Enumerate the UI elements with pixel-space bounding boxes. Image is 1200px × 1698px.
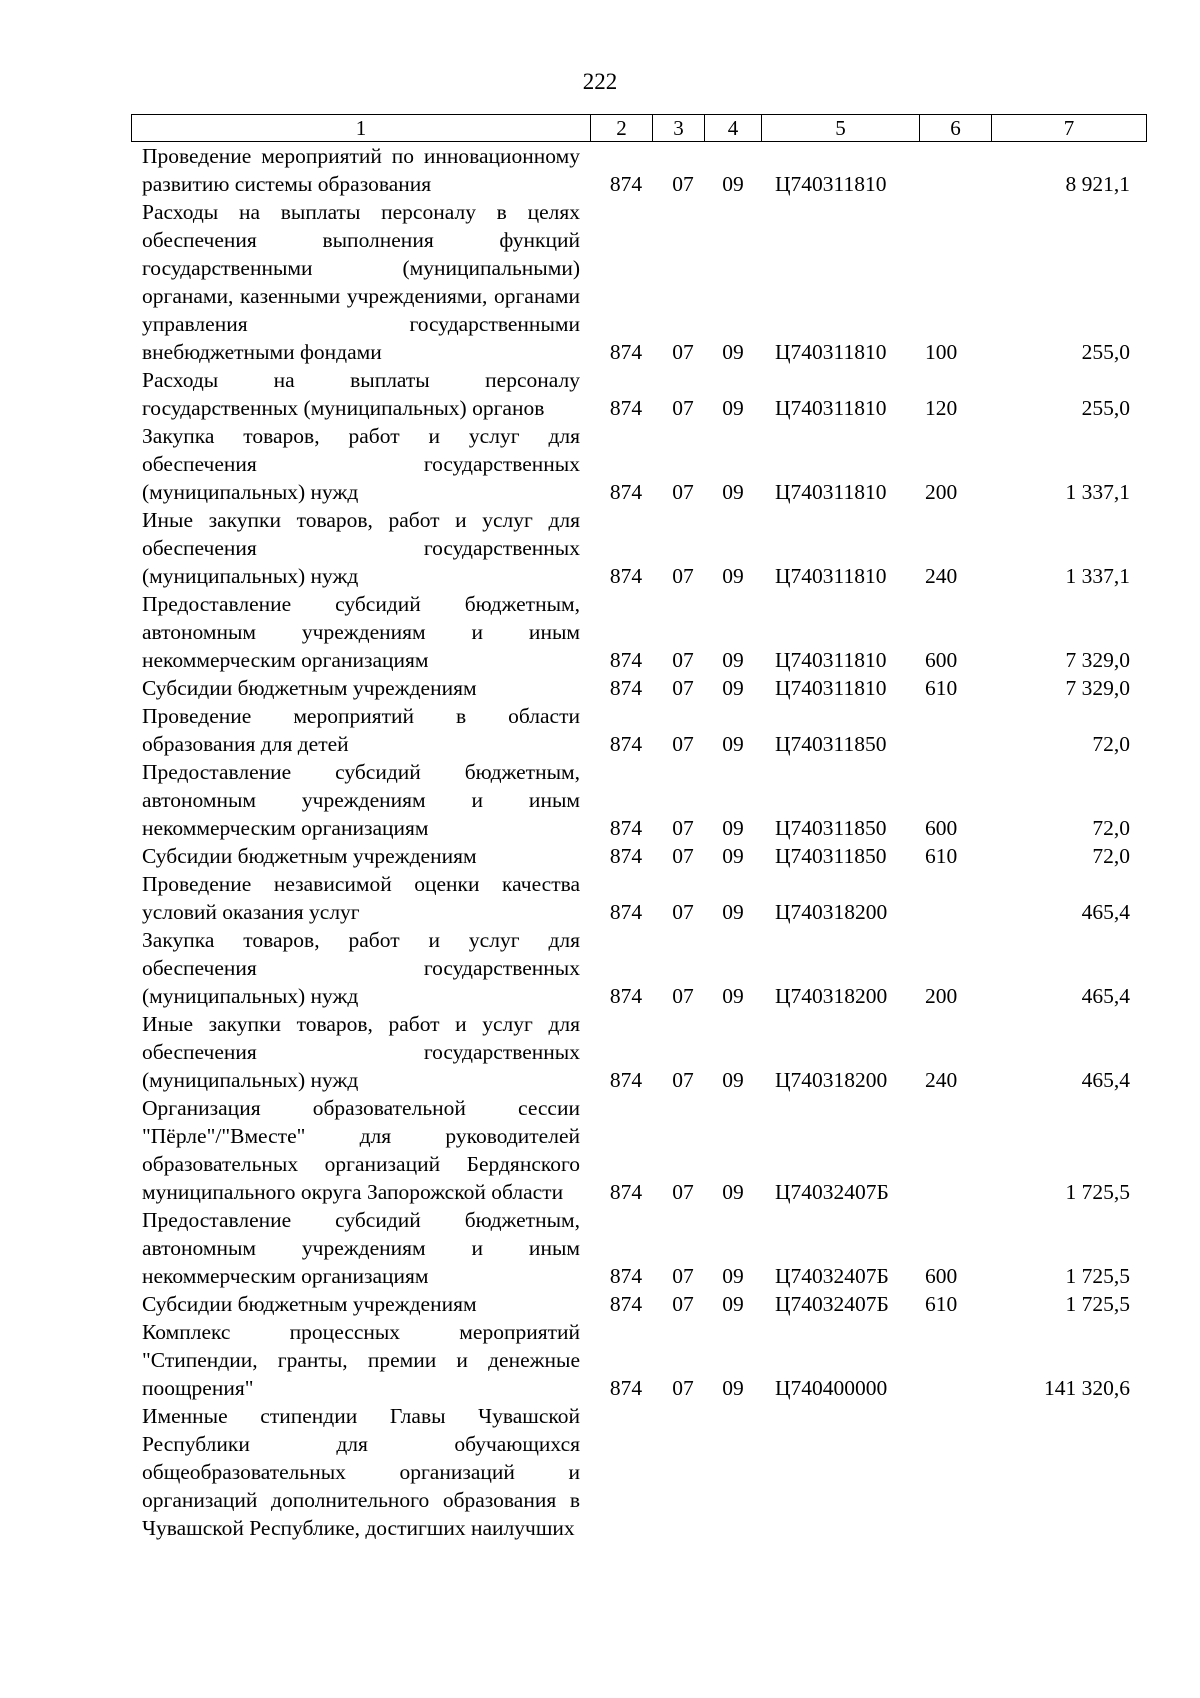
row-csr: Ц740311810 (775, 564, 887, 588)
row-pr: 09 (722, 676, 744, 700)
row-pr: 09 (722, 900, 744, 924)
table-row (0, 926, 1200, 1010)
row-sum: 465,4 (1081, 900, 1130, 924)
row-pr: 09 (722, 564, 744, 588)
row-rz: 07 (672, 676, 694, 700)
row-sum: 1 725,5 (1065, 1180, 1130, 1204)
column-header-6: 6 (920, 115, 992, 142)
row-csr: Ц740311850 (775, 816, 887, 840)
row-gr: 874 (609, 648, 643, 672)
row-name: Предоставление субсидий бюджетным, автономным учреждениям и иным некоммерческим организациям (142, 760, 580, 840)
row-csr: Ц740311810 (775, 648, 887, 672)
row-rz: 07 (672, 480, 694, 504)
row-rz: 07 (672, 1180, 694, 1204)
table-row (0, 1290, 1200, 1318)
row-sum: 1 337,1 (1065, 564, 1130, 588)
row-csr: Ц74032407Б (775, 1264, 889, 1288)
row-name: Проведение независимой оценки качества условий оказания услуг (142, 872, 580, 924)
row-name: Проведение мероприятий в области образования для детей (142, 704, 580, 756)
row-csr: Ц740311810 (775, 396, 887, 420)
row-pr: 09 (722, 172, 744, 196)
row-csr: Ц740400000 (775, 1376, 888, 1400)
column-header-1: 1 (132, 115, 591, 142)
column-header-4: 4 (705, 115, 762, 142)
row-gr: 874 (609, 816, 643, 840)
row-sum: 255,0 (1081, 340, 1130, 364)
row-csr: Ц740311810 (775, 480, 887, 504)
column-header-row (132, 115, 1147, 142)
row-vr: 240 (925, 564, 958, 588)
row-rz: 07 (672, 1068, 694, 1092)
table-row (0, 702, 1200, 758)
table-row (0, 198, 1200, 366)
row-gr: 874 (609, 1068, 643, 1092)
row-gr: 874 (609, 676, 643, 700)
row-rz: 07 (672, 1376, 694, 1400)
row-gr: 874 (609, 396, 643, 420)
row-name: Организация образовательной сессии "Пёрле"/"Вместе" для руководителей образовательных организаций Бердянского муниципального округа Запорожской области (142, 1096, 580, 1204)
row-vr: 610 (925, 844, 958, 868)
row-vr: 610 (925, 676, 958, 700)
row-vr: 120 (925, 396, 958, 420)
row-name: Субсидии бюджетным учреждениям (142, 676, 477, 700)
row-rz: 07 (672, 732, 694, 756)
row-csr: Ц740311850 (775, 732, 887, 756)
column-header-3: 3 (653, 115, 705, 142)
row-name: Иные закупки товаров, работ и услуг для обеспечения государственных (муниципальных) нужд (142, 1012, 580, 1092)
row-csr: Ц740318200 (775, 984, 888, 1008)
row-rz: 07 (672, 984, 694, 1008)
column-header-table (131, 114, 1147, 142)
table-row (0, 842, 1200, 870)
row-name: Именные стипендии Главы Чувашской Республики для обучающихся общеобразовательных организаций и организаций дополнительного образования в Чувашской Республике, достигших наилучших (142, 1404, 580, 1540)
budget-table-body (0, 142, 1200, 1542)
row-pr: 09 (722, 984, 744, 1008)
row-gr: 874 (609, 1264, 643, 1288)
row-rz: 07 (672, 816, 694, 840)
row-gr: 874 (609, 1376, 643, 1400)
row-vr: 240 (925, 1068, 958, 1092)
row-rz: 07 (672, 1264, 694, 1288)
row-rz: 07 (672, 340, 694, 364)
table-row (0, 870, 1200, 926)
row-pr: 09 (722, 396, 744, 420)
row-csr: Ц740311850 (775, 844, 887, 868)
table-row (0, 1318, 1200, 1402)
row-sum: 465,4 (1081, 1068, 1130, 1092)
column-header-2: 2 (591, 115, 653, 142)
row-sum: 255,0 (1081, 396, 1130, 420)
row-name: Закупка товаров, работ и услуг для обеспечения государственных (муниципальных) нужд (142, 424, 580, 504)
row-name: Расходы на выплаты персоналу в целях обеспечения выполнения функций государственными (муниципальными) органами, казенными учреждениями, органами управления государственными внебюджетными фондами (142, 200, 580, 364)
row-sum: 8 921,1 (1065, 172, 1130, 196)
row-name: Комплекс процессных мероприятий "Стипендии, гранты, премии и денежные поощрения" (142, 1320, 580, 1400)
row-name: Проведение мероприятий по инновационному развитию системы образования (142, 144, 580, 196)
row-csr: Ц74032407Б (775, 1180, 889, 1204)
row-rz: 07 (672, 396, 694, 420)
row-pr: 09 (722, 480, 744, 504)
column-header-7: 7 (992, 115, 1147, 142)
row-name: Субсидии бюджетным учреждениям (142, 1292, 477, 1316)
row-gr: 874 (609, 564, 643, 588)
table-row (0, 758, 1200, 842)
row-csr: Ц740318200 (775, 1068, 888, 1092)
row-pr: 09 (722, 732, 744, 756)
row-gr: 874 (609, 900, 643, 924)
row-csr: Ц740311810 (775, 676, 887, 700)
row-sum: 141 320,6 (1044, 1376, 1130, 1400)
row-vr: 610 (925, 1292, 958, 1316)
row-sum: 1 337,1 (1065, 480, 1130, 504)
row-sum: 7 329,0 (1065, 648, 1130, 672)
column-header-5: 5 (762, 115, 920, 142)
row-name: Предоставление субсидий бюджетным, автономным учреждениям и иным некоммерческим организациям (142, 592, 580, 672)
row-gr: 874 (609, 480, 643, 504)
row-name: Предоставление субсидий бюджетным, автономным учреждениям и иным некоммерческим организациям (142, 1208, 580, 1288)
row-vr: 200 (925, 480, 958, 504)
table-row (0, 674, 1200, 702)
row-csr: Ц740311810 (775, 340, 887, 364)
row-pr: 09 (722, 1264, 744, 1288)
row-gr: 874 (609, 172, 643, 196)
row-vr: 200 (925, 984, 958, 1008)
row-sum: 1 725,5 (1065, 1264, 1130, 1288)
row-name: Закупка товаров, работ и услуг для обеспечения государственных (муниципальных) нужд (142, 928, 580, 1008)
row-vr: 600 (925, 648, 958, 672)
row-vr: 100 (925, 340, 958, 364)
row-rz: 07 (672, 172, 694, 196)
row-sum: 72,0 (1092, 844, 1130, 868)
row-name: Расходы на выплаты персоналу государственных (муниципальных) органов (142, 368, 580, 420)
table-row (0, 366, 1200, 422)
row-sum: 72,0 (1092, 816, 1130, 840)
row-rz: 07 (672, 900, 694, 924)
row-pr: 09 (722, 340, 744, 364)
row-pr: 09 (722, 844, 744, 868)
row-sum: 72,0 (1092, 732, 1130, 756)
row-csr: Ц74032407Б (775, 1292, 889, 1316)
row-pr: 09 (722, 1068, 744, 1092)
row-rz: 07 (672, 1292, 694, 1316)
page-number: 222 (582, 69, 618, 94)
row-gr: 874 (609, 732, 643, 756)
table-row (0, 1094, 1200, 1206)
row-sum: 7 329,0 (1065, 676, 1130, 700)
table-row (0, 142, 1200, 198)
row-gr: 874 (609, 1180, 643, 1204)
row-gr: 874 (609, 1292, 643, 1316)
row-gr: 874 (609, 984, 643, 1008)
row-sum: 465,4 (1081, 984, 1130, 1008)
row-name: Субсидии бюджетным учреждениям (142, 844, 477, 868)
row-sum: 1 725,5 (1065, 1292, 1130, 1316)
table-row (0, 1402, 1200, 1542)
row-pr: 09 (722, 648, 744, 672)
table-row (0, 1206, 1200, 1290)
row-vr: 600 (925, 1264, 958, 1288)
row-pr: 09 (722, 1180, 744, 1204)
row-pr: 09 (722, 1376, 744, 1400)
row-name: Иные закупки товаров, работ и услуг для обеспечения государственных (муниципальных) нужд (142, 508, 580, 588)
row-csr: Ц740318200 (775, 900, 888, 924)
row-pr: 09 (722, 816, 744, 840)
row-csr: Ц740311810 (775, 172, 887, 196)
row-gr: 874 (609, 844, 643, 868)
table-row (0, 422, 1200, 506)
row-gr: 874 (609, 340, 643, 364)
row-pr: 09 (722, 1292, 744, 1316)
table-row (0, 590, 1200, 674)
table-row (0, 506, 1200, 590)
row-rz: 07 (672, 564, 694, 588)
row-vr: 600 (925, 816, 958, 840)
row-rz: 07 (672, 844, 694, 868)
table-row (0, 1010, 1200, 1094)
row-rz: 07 (672, 648, 694, 672)
